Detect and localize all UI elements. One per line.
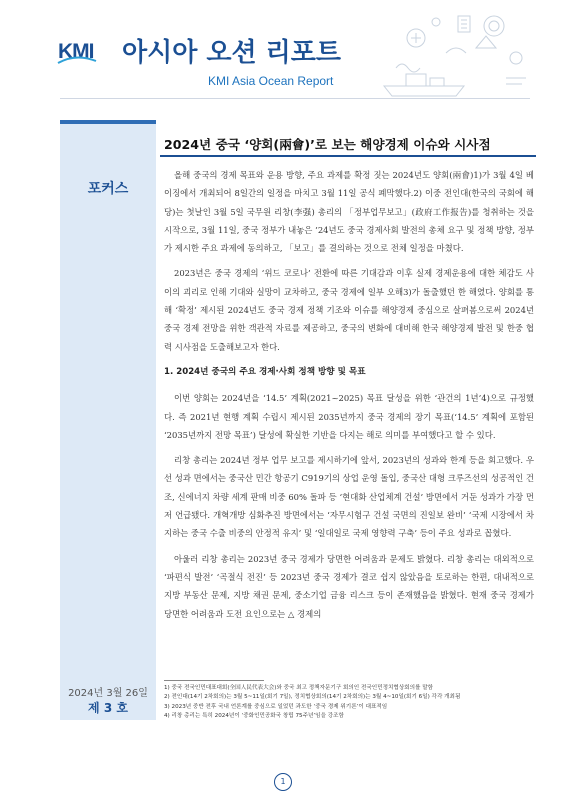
- paragraph: 리창 총리는 2024년 정부 업무 보고를 제시하기에 앞서, 2023년의 성과와 한계 등을 회고했다. 우선 성과 면에서는 중국산 민간 항공기 C919기의 상업 운영 돌입, 중국산 대형 크루즈선의 성공적인 건조, 신에너지 차량 세계 판매 비중 60% 돌파 등 ‘현대화 산업체계 건설’ 방면에서 거둔 성과가 가장 먼저 언급됐다. 개혁개방 심화추진 방면에서는 ‘자무시험구 건설 국면의 진일보 완비’ ‘국제 시장에서 차지하는 중국 수출 비중의 안정적 유지’ 및 ‘일대일로 국제 영향력 구축’ 등이 주요 성과로 꼽혔다.: [164, 455, 534, 539]
- report-title-english: KMI Asia Ocean Report: [208, 74, 334, 88]
- page-number: 1: [274, 773, 292, 791]
- maritime-illustration-icon: [366, 8, 536, 103]
- section-heading: 1. 2024년 중국의 주요 경제·사회 정책 방향 및 목표: [164, 366, 366, 377]
- footnote: 1) 중국 전국인민대표대회(全国人民代表大会)와 중국 최고 정책자문기구 회의인 전국인민정치협상회의를 말함: [164, 685, 434, 691]
- footnote: 3) 2023년 중반 전후 국내 언론계를 중심으로 일었던 과도한 ‘중국 경제 위기론’이 대표적임: [164, 703, 388, 710]
- footnote: 4) 리창 총리는 특히 2024년이 ‘중화인민공화국 창립 75주년’임을 강조함: [164, 713, 344, 720]
- paragraph: 아울러 리창 총리는 2023년 중국 경제가 당면한 어려움과 문제도 밝혔다. 리창 총리는 대외적으로 ‘파편식 발전’ ‘곡절식 전진’ 등 2023년 중국 경제가 결코 쉽지 않았음을 토로하는 한편, 대내적으로 지방 부동산 문제, 지방 채권 문제, 중소기업 금융 리스크 등이 존재했음을 밝혔다. 현재 중국 경제가 당면한 어려움과 도전 요인으로는 △ 경제의: [164, 553, 534, 619]
- section-label-focus: 포커스: [87, 181, 129, 197]
- kmi-logo: KMI: [58, 40, 94, 63]
- title-underline: [160, 155, 536, 157]
- report-title-korean: 아시아 오션 리포트: [122, 38, 342, 68]
- issue-number: 제 3 호: [88, 701, 128, 715]
- paragraph: 올해 중국의 경제 목표와 운용 방향, 주요 과제를 확정 짓는 2024년도 양회(兩會)1)가 3월 4일 베이징에서 개최되어 8일간의 일정을 마치고 3월 11일 공식 폐막했다.2) 이중 전인대(한국의 국회에 해당)는 첫날인 3월 5일 국무원 리창(李强) 총리의 「정부업무보고」(政府工作报告)를 청취하는 것을 시작으로, 3월 11일, 중국 정부가 내놓은 ’24년도 중국 경제사회 발전의 총체 요구 및 정책 방향, 정부가 제시한 주요 과제에 동의하고, 「보고」를 결의하는 것으로 전체 일정을 마쳤다.: [164, 170, 534, 254]
- issue-date: 2024년 3월 26일: [68, 688, 148, 699]
- footnote-divider: [164, 680, 264, 681]
- article-title: 2024년 중국 ‘양회(兩會)’로 보는 해양경제 이슈와 시사점: [164, 137, 491, 152]
- footnotes: [164, 684, 536, 722]
- sidebar-panel: [60, 120, 156, 720]
- footnote: 2) 전인대(14기 2차회의)는 3월 5~11일(회기 7일), 정치협상회의(14기 2차회의)는 3월 4~10일(회기 6일) 각각 개최됨: [164, 694, 461, 701]
- sidebar-accent-bar: [60, 120, 156, 124]
- logo-swoosh-icon: [56, 55, 98, 65]
- paragraph: 2023년은 중국 경제의 ‘위드 코로나’ 전환에 따른 기대감과 이후 실제 경제운용에 대한 체감도 사이의 괴리로 인해 기대와 실망이 교차하고, 중국 경제에 일부 오해3)가 돌출했던 한 해였다. 양회를 통해 ‘확정’ 제시된 2024년도 중국 경제 정책 기조와 이슈를 해양경제 중심으로 살펴봄으로써 2024년 중국 경제 전망을 위한 객관적 자료를 제공하고, 중국의 변화에 대비해 한국 해양경제 발전 및 한중 협력 시사점을 도출해보고자 한다.: [164, 268, 534, 352]
- article-body: [164, 166, 534, 630]
- header-divider: [60, 98, 530, 99]
- paragraph: 이번 양회는 2024년을 ‘14.5’ 계획(2021~2025) 목표 달성을 위한 ‘관건의 1년’4)으로 규정했다. 즉 2021년 현행 계획 수립시 제시된 2035년까지 중국 경제의 장기 목표(‘14.5’ 계획에 포함된 ‘2035년까지 전망 목표’) 달성에 확실한 기반을 다지는 해로 의미를 부여했다고 할 수 있다.: [164, 393, 534, 440]
- report-header: [0, 0, 566, 110]
